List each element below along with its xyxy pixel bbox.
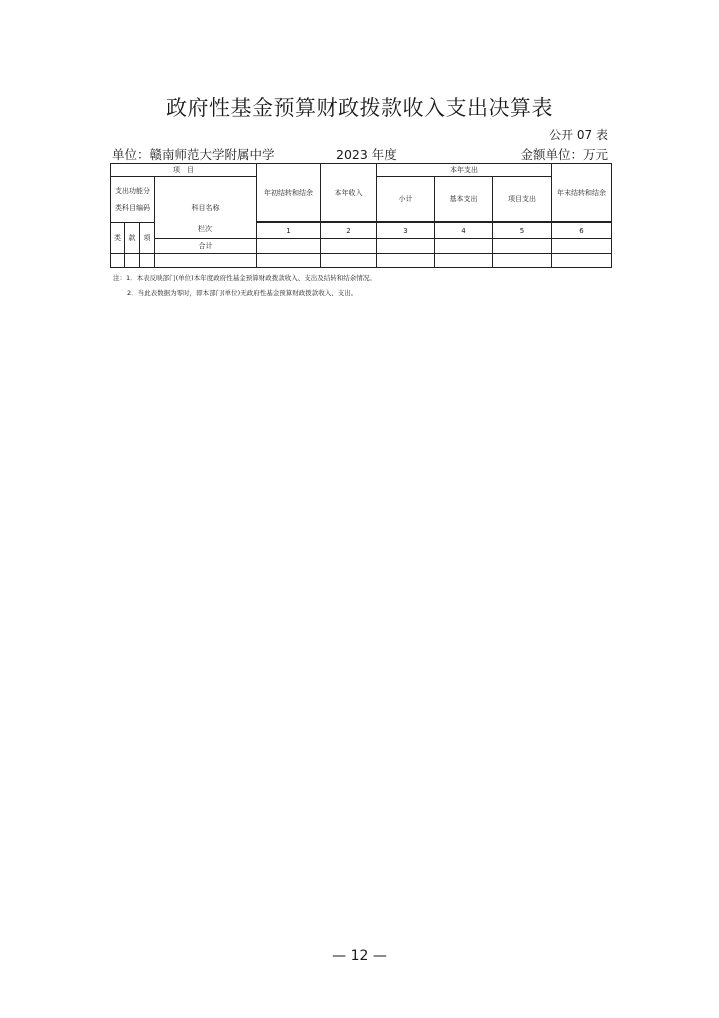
notes (113, 271, 376, 301)
year-label: 2023 年度 (336, 147, 397, 162)
header-subtotal: 小计 (377, 177, 435, 222)
header-subject-name: 科目名称 (155, 177, 257, 239)
header-func-code: 支出功能分类科目编码 (111, 177, 155, 223)
header-item: 项 目 (111, 164, 257, 177)
unit-label: 单位：赣南师范大学附属中学 (112, 147, 275, 162)
table-cell (321, 254, 377, 268)
table-cell (155, 254, 257, 268)
col-num-2: 2 (321, 223, 377, 239)
page-number: — 12 — (332, 948, 387, 964)
header-expenditure: 本年支出 (377, 164, 552, 177)
col-num-1: 1 (257, 223, 321, 239)
table-cell (321, 239, 377, 254)
header-project: 项目支出 (493, 177, 552, 222)
header-kuan: 款 (125, 223, 140, 254)
header-xiang: 项 (140, 223, 155, 254)
table-cell (140, 254, 155, 268)
amount-unit-label: 金额单位：万元 (520, 147, 608, 162)
col-num-4: 4 (435, 223, 493, 239)
header-lei: 类 (111, 223, 125, 254)
row-total-label: 合计 (155, 239, 257, 254)
header-begin-balance: 年初结转和结余 (257, 164, 321, 222)
table-cell (552, 254, 612, 268)
table-cell (257, 239, 321, 254)
table-cell (552, 239, 612, 254)
row-order-label: 栏次 (198, 225, 212, 233)
col-num-3: 3 (377, 223, 435, 239)
table-cell (377, 239, 435, 254)
table-cell (493, 254, 552, 268)
table-cell (111, 254, 125, 268)
note-2: 2．当此表数据为零时，即本部门(单位)无政府性基金预算财政拨款收入、支出。 (127, 289, 358, 297)
table-cell (125, 254, 140, 268)
table-cell (377, 254, 435, 268)
header-end-balance: 年末结转和结余 (552, 164, 612, 222)
table-cell (435, 254, 493, 268)
page-title: 政府性基金预算财政拨款收入支出决算表 (166, 96, 553, 120)
final-accounts-table (110, 163, 612, 268)
table-cell (435, 239, 493, 254)
note-1: 注：1．本表反映部门(单位)本年度政府性基金预算财政拨款收入、支出及结转和结余情况。 (113, 274, 376, 282)
table-cell (493, 239, 552, 254)
form-number: 公开 07 表 (549, 128, 608, 142)
table-cell (257, 254, 321, 268)
col-num-6: 6 (552, 223, 612, 239)
header-info (112, 145, 608, 161)
col-num-5: 5 (493, 223, 552, 239)
header-basic: 基本支出 (435, 177, 493, 222)
header-income: 本年收入 (321, 164, 377, 222)
